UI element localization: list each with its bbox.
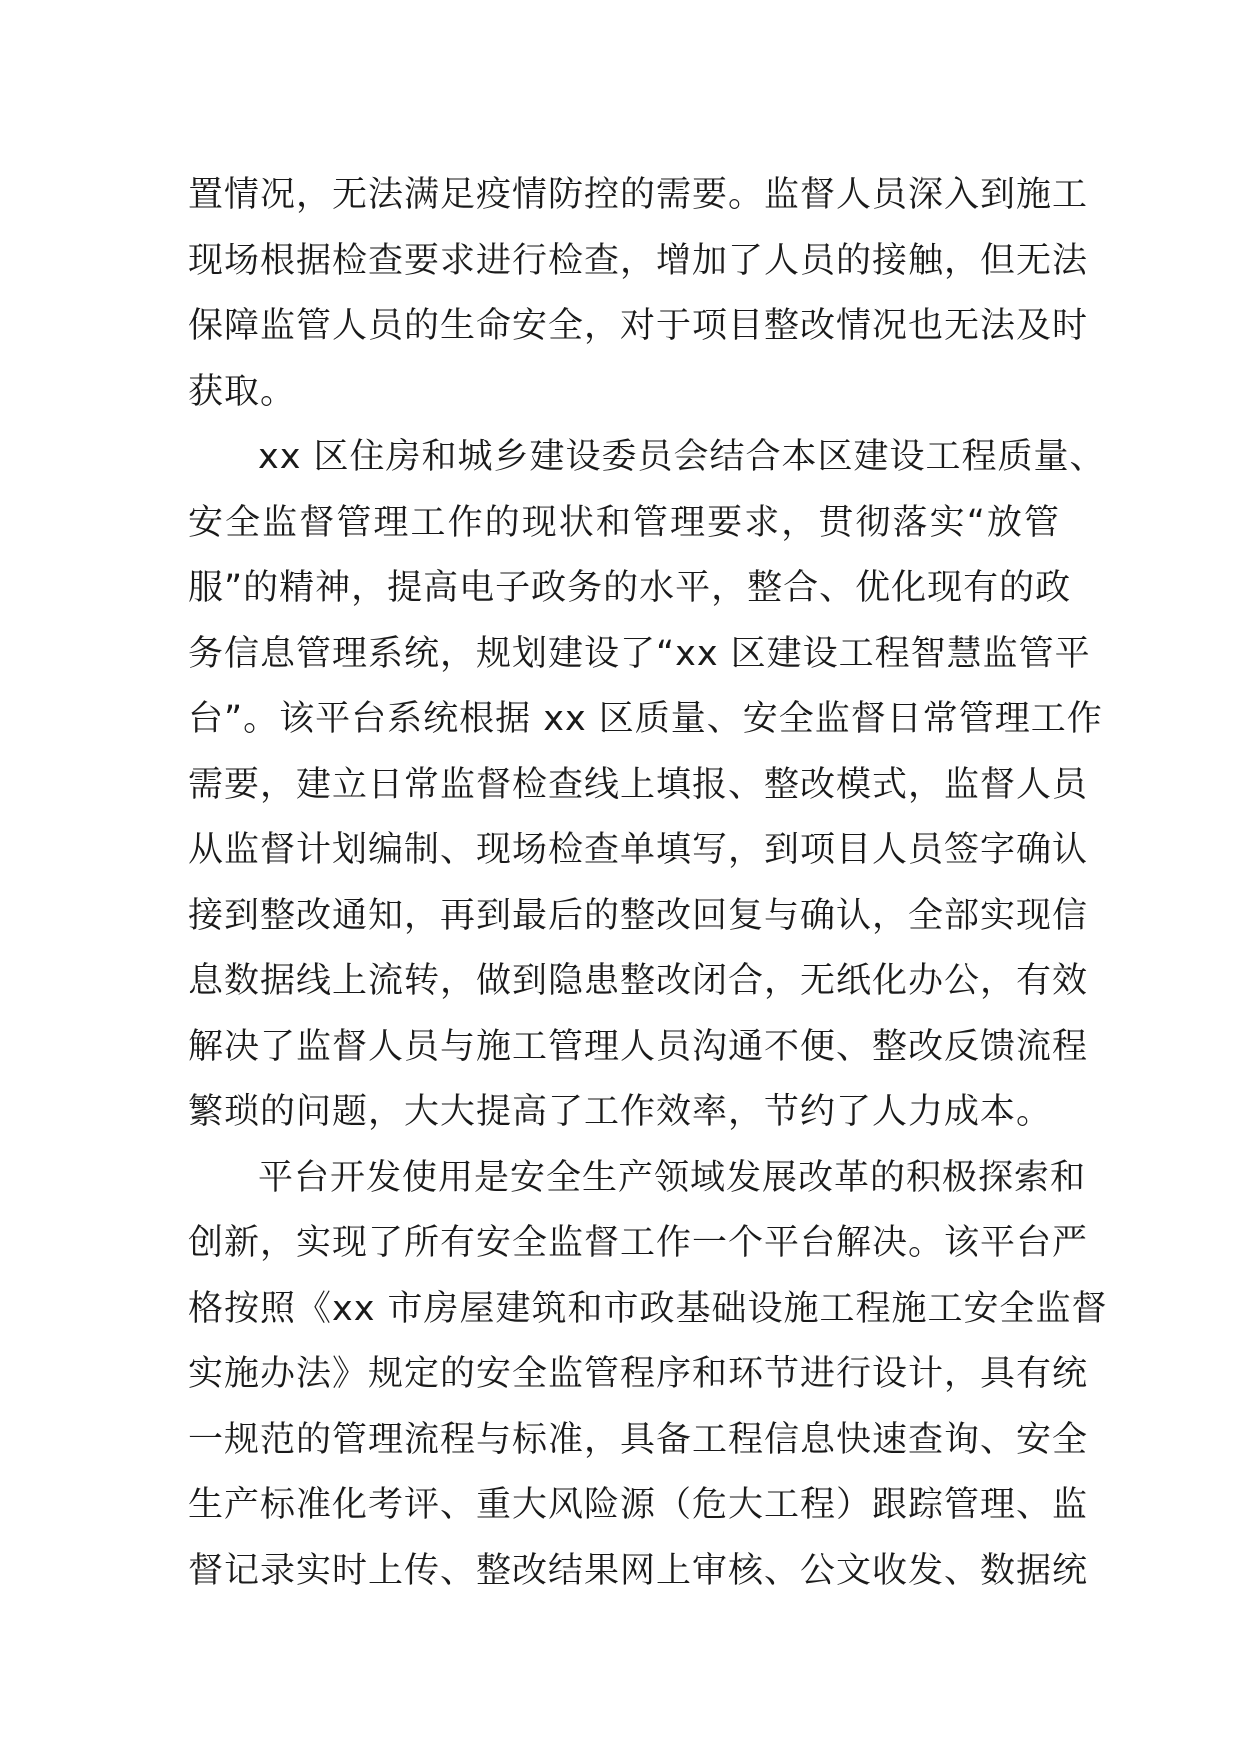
text-line: 一规范的管理流程与标准，具备工程信息快速查询、安全 <box>188 1419 1089 1460</box>
text-line: 解决了监督人员与施工管理人员沟通不便、整改反馈流程 <box>188 1026 1089 1067</box>
text-line: 创新，实现了所有安全监督工作一个平台解决。该平台严 <box>188 1223 1089 1263</box>
paragraph-first-line: 平台开发使用是安全生产领域发展改革的积极探索和 <box>258 1157 1087 1198</box>
text-line: 保障监管人员的生命安全，对于项目整改情况也无法及时 <box>188 306 1089 346</box>
text-line: 实施办法》规定的安全监管程序和环节进行设计，具有统 <box>188 1354 1089 1394</box>
text-line: 接到整改通知，再到最后的整改回复与确认，全部实现信 <box>188 895 1089 936</box>
text-line: 置情况，无法满足疫情防控的需要。监督人员深入到施工 <box>188 175 1089 215</box>
text-line: 督记录实时上传、整改结果网上审核、公文收发、数据统 <box>188 1550 1089 1591</box>
text-line: 服”的精神，提高电子政务的水平，整合、优化现有的政 <box>188 568 1072 608</box>
text-line: 需要，建立日常监督检查线上填报、整改模式，监督人员 <box>188 764 1089 805</box>
paragraph-first-line: xx 区住房和城乡建设委员会结合本区建设工程质量、 <box>258 437 1106 477</box>
text-line: 息数据线上流转，做到隐患整改闭合，无纸化办公，有效 <box>188 961 1089 1001</box>
text-line: 台”。该平台系统根据 xx 区质量、安全监督日常管理工作 <box>188 699 1103 739</box>
text-line: 格按照《xx 市房屋建筑和市政基础设施工程施工安全监督 <box>188 1288 1108 1329</box>
text-line: 现场根据检查要求进行检查，增加了人员的接触，但无法 <box>188 240 1089 281</box>
body-text <box>188 163 1108 1604</box>
text-line: 安全监督管理工作的现状和管理要求，贯彻落实“放管 <box>188 502 1060 543</box>
text-line: 获取。 <box>188 371 297 412</box>
text-line: 生产标准化考评、重大风险源（危大工程）跟踪管理、监 <box>188 1485 1089 1525</box>
text-line: 从监督计划编制、现场检查单填写，到项目人员签字确认 <box>188 830 1089 870</box>
text-line: 繁琐的问题，大大提高了工作效率，节约了人力成本。 <box>188 1092 1053 1132</box>
text-line: 务信息管理系统，规划建设了“xx 区建设工程智慧监管平 <box>188 633 1091 674</box>
